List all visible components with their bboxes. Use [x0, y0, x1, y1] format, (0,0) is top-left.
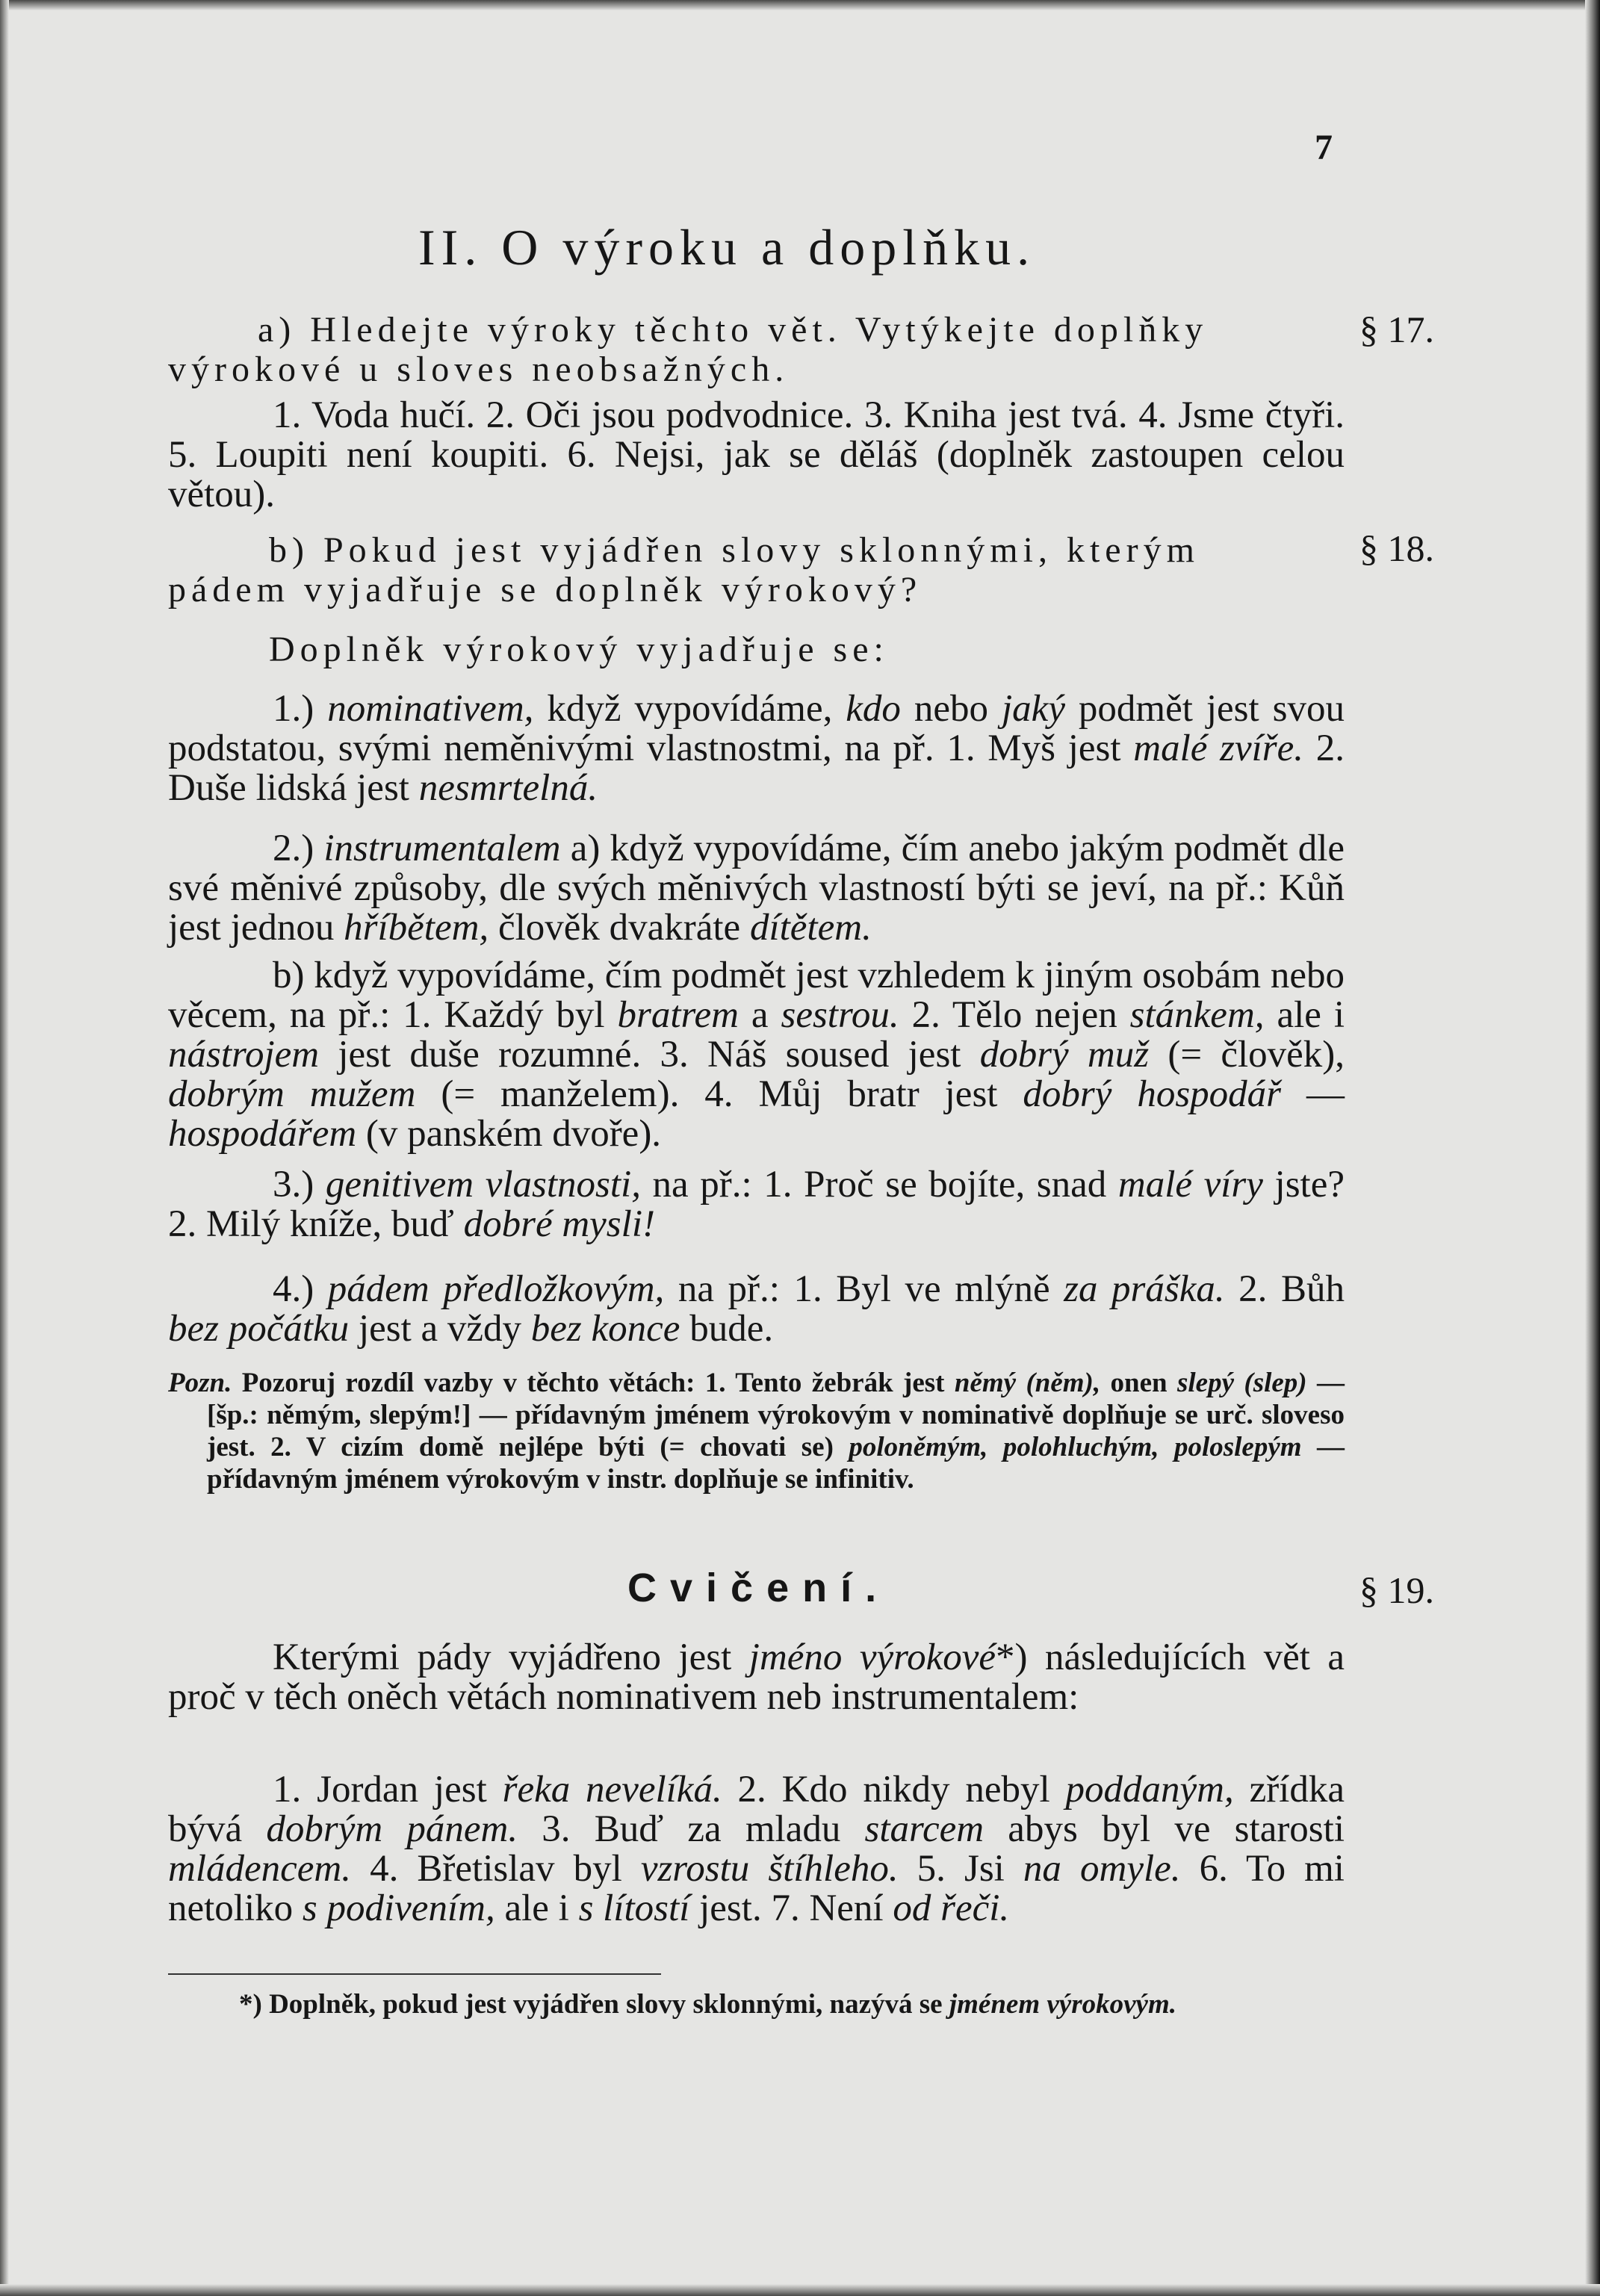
text: (= manželem). 4. Můj bratr jest — [415, 1073, 1023, 1115]
text: jste? 2. Milý kníže, buď — [168, 1164, 1345, 1245]
chapter-heading: II. O výroku a doplňku. — [418, 219, 1036, 276]
emph: jméno výrokové — [748, 1636, 996, 1678]
text: 2. Bůh — [1224, 1268, 1345, 1310]
text: ale i — [494, 1887, 579, 1929]
text: 4. Břetislav byl — [351, 1848, 641, 1890]
text: *) Doplněk, pokud jest vyjádřen slovy sklonnými, nazývá se — [239, 1989, 949, 2020]
text: (= člověk), — [1149, 1034, 1345, 1076]
exercise-sentences — [168, 1770, 1345, 1929]
task-b-line1: b) Pokud jest vyjádřen slovy sklonnými, kterým — [269, 530, 1200, 570]
text: když vypovídáme, — [533, 688, 846, 730]
text: na př.: 1. Proč se bojíte, snad — [640, 1164, 1118, 1206]
text: onen — [1100, 1368, 1177, 1398]
task-a-example-sentences: 1. Voda hučí. 2. Oči jsou podvodnice. 3. Kniha jest tvá. 4. Jsme čtyři. 5. Loupiti není koupiti. 6. Nejsi, jak se děláš (doplněk zastoupen celou větou). — [168, 394, 1345, 515]
text: a) když vypovídáme, čím anebo jakým podmět dle své měnivé způsoby, dle svých měnivých vlastností býti se jeví, na př.: Kůň jest jednou — [168, 828, 1345, 949]
section-mark-17: § 17. — [1359, 308, 1434, 350]
emph: dobrým pánem. — [266, 1808, 518, 1850]
note-label: Pozn. — [168, 1368, 232, 1398]
task-a-line1: a) Hledejte výroky těchto vět. Vytýkejte doplňky — [258, 310, 1209, 350]
item-instrumental — [168, 829, 1345, 948]
text: — — [1281, 1073, 1345, 1115]
text: — přídavným jménem výrokovým v instr. doplňuje se infinitiv. — [207, 1432, 1345, 1495]
text: člověk dvakráte — [489, 907, 750, 949]
emph: nástrojem — [168, 1034, 320, 1076]
emph: dobrým mužem — [168, 1073, 416, 1115]
emph: jaký — [1002, 688, 1065, 730]
emph: malé víry — [1117, 1164, 1263, 1206]
task-a-examples — [168, 396, 1345, 515]
term: nominativem, — [327, 688, 534, 730]
text: a — [738, 994, 781, 1036]
text: jest a vždy — [349, 1308, 531, 1350]
text: 1. Jordan jest — [273, 1769, 503, 1811]
text: Kterými pády vyjádřeno jest — [273, 1636, 749, 1678]
text: 2. Kdo nikdy nebyl — [722, 1769, 1066, 1811]
text: (v panském dvoře). — [356, 1113, 662, 1155]
task-a-line2: výrokové u sloves neobsažných. — [168, 350, 790, 389]
footnote-rule — [168, 1973, 661, 1975]
text: jest. 7. Není — [689, 1887, 893, 1929]
item-number: 4.) — [273, 1268, 314, 1310]
text: bude. — [680, 1308, 774, 1350]
term: instrumentalem — [323, 828, 561, 869]
emph: němý (něm), — [954, 1368, 1101, 1398]
emph: mládencem. — [168, 1848, 351, 1890]
item-prepositional — [168, 1270, 1345, 1349]
term: genitivem vlastnosti, — [325, 1164, 641, 1206]
task-b — [168, 530, 1345, 609]
emph: vzrostu štíhleho. — [640, 1848, 899, 1890]
text: ale i — [1264, 994, 1345, 1036]
emph: za práška. — [1064, 1268, 1225, 1310]
emph: slepý (slep) — [1176, 1368, 1307, 1398]
text: podmět jest svou podstatou, svými neměnivými vlastnostmi, na př. 1. Myš jest — [168, 688, 1345, 769]
scan-edge-right — [1585, 0, 1600, 2296]
footnote — [168, 1987, 1345, 2023]
section-mark-19: § 19. — [1359, 1569, 1434, 1611]
emph: dobrý hospodář — [1023, 1073, 1282, 1115]
emph: nesmrtelná. — [418, 767, 598, 809]
text: nebo — [900, 688, 1002, 730]
task-b-line2: pádem vyjadřuje se doplněk výrokový? — [168, 570, 923, 609]
text: b) když vypovídáme, čím podmět jest vzhledem k jiným osobám nebo věcem, na př.: 1. Každý byl — [168, 955, 1345, 1036]
exercise-heading: Cvičení. — [627, 1566, 890, 1610]
emph: jménem výrokovým. — [949, 1989, 1176, 2020]
emph: poloněmým, polohluchým, poloslepým — [849, 1432, 1302, 1462]
emph: stánkem, — [1129, 994, 1265, 1036]
emph: hříbětem, — [344, 907, 489, 949]
item-number: 3.) — [273, 1164, 314, 1206]
emph: bez počátku — [168, 1308, 350, 1350]
item-number: 1.) — [273, 688, 314, 730]
scan-edge-bottom — [0, 2284, 1600, 2296]
note-block — [168, 1367, 1345, 1495]
emph: řeka nevelíká. — [502, 1769, 722, 1811]
emph: poddaným, — [1065, 1769, 1234, 1811]
item-genitive — [168, 1165, 1345, 1244]
text: 2. Tělo nejen — [899, 994, 1130, 1036]
item-nominative — [168, 689, 1345, 808]
emph: bez konce — [530, 1308, 680, 1350]
text: jest duše rozumné. 3. Náš soused jest — [319, 1034, 980, 1076]
emph: malé zvíře. — [1133, 727, 1304, 769]
emph: starcem — [864, 1808, 985, 1850]
emph: s podivením, — [302, 1887, 495, 1929]
text: Pozoruj rozdíl vazby v těchto větách: 1. Tento žebrák jest — [232, 1368, 955, 1398]
term: pádem předložkovým, — [327, 1268, 665, 1310]
text: na př.: 1. Byl ve mlýně — [664, 1268, 1064, 1310]
emph: od řeči. — [893, 1887, 1010, 1929]
emph: dobrý muž — [979, 1034, 1150, 1076]
text: zřídka bývá — [168, 1769, 1345, 1850]
emph: dítětem. — [749, 907, 872, 949]
task-b-intro: Doplněk výrokový vyjadřuje se: — [269, 630, 889, 669]
text: 2. Duše lidská jest — [168, 727, 1345, 809]
emph: dobré mysli! — [463, 1203, 655, 1245]
emph: sestrou. — [781, 994, 899, 1036]
emph: s lítostí — [578, 1887, 690, 1929]
emph: hospodářem — [168, 1113, 357, 1155]
text: 5. Jsi — [898, 1848, 1023, 1890]
task-a — [168, 310, 1348, 389]
section-mark-18: § 18. — [1359, 527, 1434, 569]
item-instrumental-b — [168, 956, 1345, 1154]
text: 6. To mi netoliko — [168, 1848, 1345, 1929]
text: 3. Buď za mladu — [518, 1808, 865, 1850]
page-number: 7 — [1315, 128, 1333, 167]
emph: kdo — [846, 688, 901, 730]
text: *) následujících vět a proč v těch oněch větách nominativem neb instrumentalem: — [168, 1636, 1345, 1718]
text: abys byl ve starosti — [984, 1808, 1345, 1850]
item-number: 2.) — [273, 828, 314, 869]
exercise-intro — [168, 1638, 1345, 1717]
emph: na omyle. — [1023, 1848, 1181, 1890]
scan-edge-top — [0, 0, 1600, 10]
emph: bratrem — [617, 994, 739, 1036]
text: — [šp.: němým, slepým!] — přídavným jménem výrokovým v nominativě doplňuje se urč. sloveso jest. 2. V cizím domě nejlépe býti (= chovati se) — [207, 1368, 1345, 1462]
scan-edge-left — [0, 0, 9, 2296]
